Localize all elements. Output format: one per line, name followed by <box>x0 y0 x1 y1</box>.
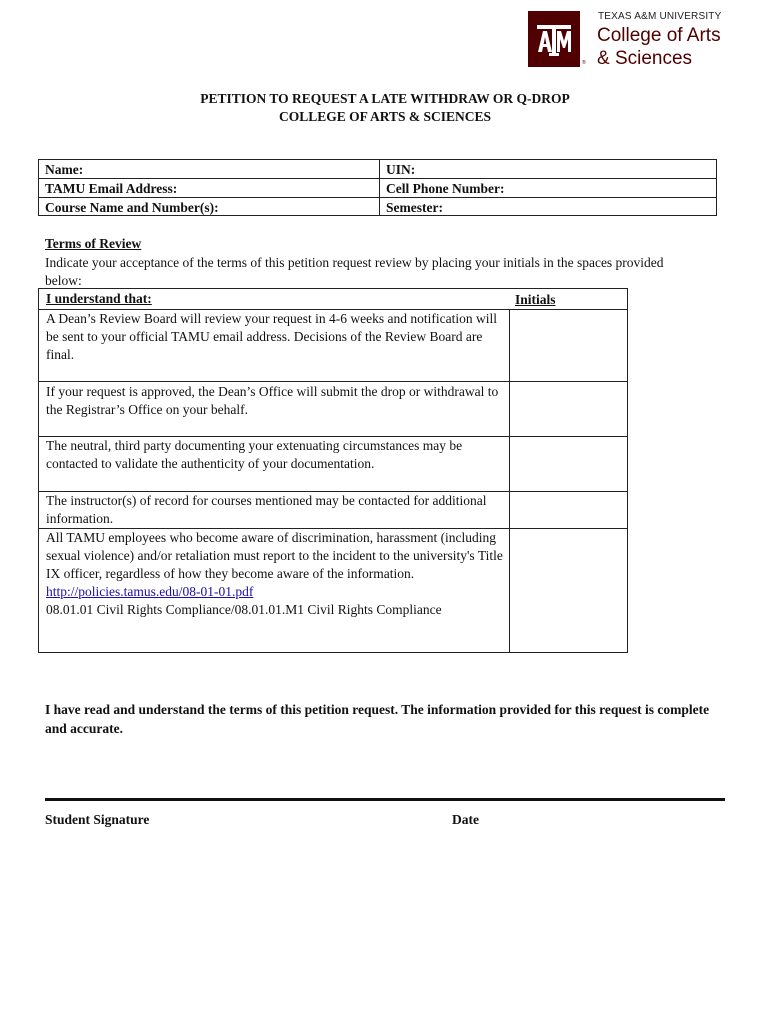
date-label: Date <box>452 812 479 827</box>
info-column-divider <box>379 160 380 215</box>
term-item: The instructor(s) of record for courses mentioned may be contacted for additional information. <box>46 493 487 526</box>
term-item: A Dean’s Review Board will review your request in 4-6 weeks and notification will be sent to your official TAMU email address. Decisions of the Review Board are final. <box>46 311 498 362</box>
row-divider <box>39 381 627 382</box>
atm-icon <box>534 19 574 59</box>
term-item: The neutral, third party documenting your extenuating circumstances may be contacted to validate the authenticity of your documentation. <box>46 438 463 471</box>
terms-heading: Terms of Review <box>45 236 142 251</box>
atm-logo-mark <box>528 11 580 67</box>
trademark-mark: ® <box>582 60 586 66</box>
term-item: If your request is approved, the Dean’s Office will submit the drop or withdrawal to the Registrar’s Office on your behalf. <box>46 384 499 417</box>
name-field-label[interactable]: Name: <box>45 162 84 177</box>
title-ix-text: All TAMU employees who become aware of discrimination, harassment (including sexual violence) and/or retaliation must report to the incident to the university's Title IX officer, regardless of how they become aware of the information. <box>46 530 503 581</box>
form-subtitle: COLLEGE OF ARTS & SCIENCES <box>278 109 492 124</box>
term-item-title-ix <box>46 529 506 619</box>
info-row-divider <box>39 178 716 179</box>
tamu-logo <box>528 11 728 71</box>
college-name-line1: College of Arts <box>597 25 721 46</box>
semester-field-label[interactable]: Semester: <box>386 200 443 215</box>
university-name: TEXAS A&M UNIVERSITY <box>598 11 722 22</box>
policy-reference: 08.01.01 Civil Rights Compliance/08.01.01.M1 Civil Rights Compliance <box>46 602 442 617</box>
understand-header: I understand that: <box>46 291 152 306</box>
uin-field-label[interactable]: UIN: <box>386 162 416 177</box>
course-field-label[interactable]: Course Name and Number(s): <box>45 200 219 215</box>
college-name <box>597 24 721 70</box>
signature-line[interactable] <box>45 798 725 801</box>
initials-column-divider <box>509 309 510 652</box>
email-field-label[interactable]: TAMU Email Address: <box>45 181 178 196</box>
acknowledgement-statement: I have read and understand the terms of this petition request. The information provided for this request is complete and accurate. <box>45 702 710 736</box>
form-title: PETITION TO REQUEST A LATE WITHDRAW OR Q-DROP <box>200 91 570 106</box>
phone-field-label[interactable]: Cell Phone Number: <box>386 181 505 196</box>
policy-link[interactable]: http://policies.tamus.edu/08-01-01.pdf <box>46 584 254 599</box>
college-name-line2: & Sciences <box>597 48 693 69</box>
info-row-divider <box>39 197 716 198</box>
initials-header: Initials <box>515 292 556 307</box>
student-info-table <box>38 159 717 216</box>
terms-intro: Indicate your acceptance of the terms of this petition request review by placing your initials in the spaces provided below: <box>45 255 664 288</box>
terms-table <box>38 288 628 653</box>
student-signature-label: Student Signature <box>45 812 150 827</box>
